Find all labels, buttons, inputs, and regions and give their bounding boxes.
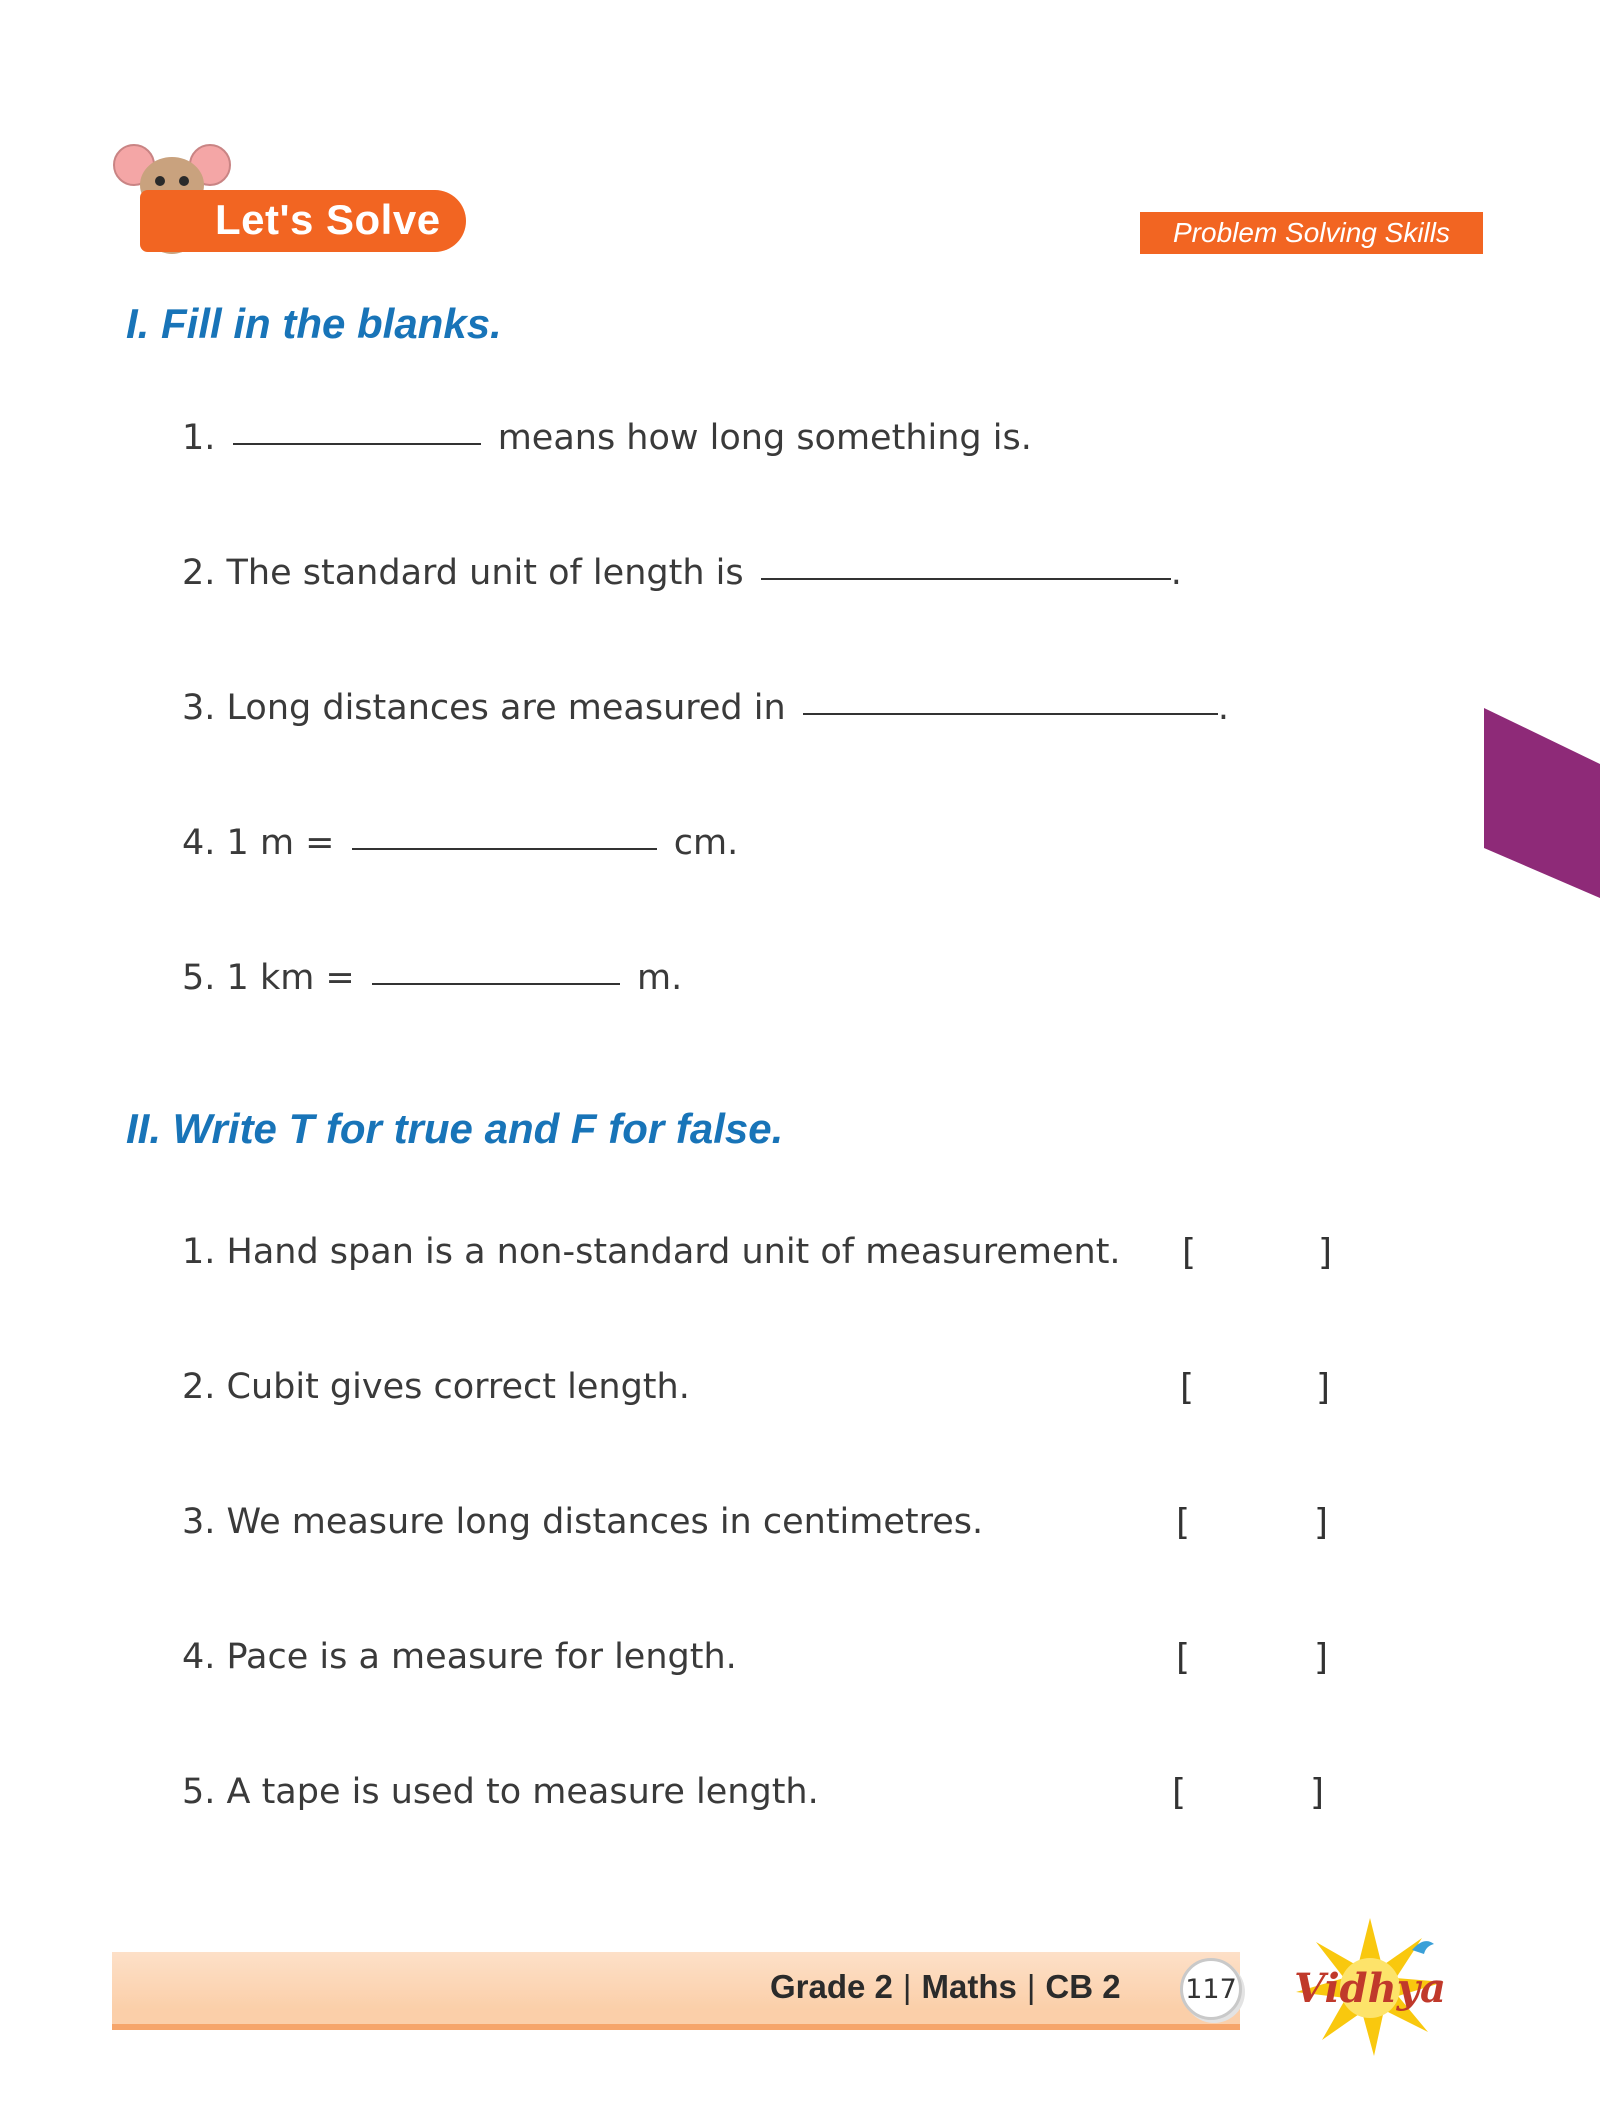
section2-title: II. Write T for true and F for false.	[126, 1105, 784, 1152]
question-number: 3.	[182, 688, 216, 728]
answer-blank[interactable]	[761, 577, 1171, 580]
answer-bracket-close[interactable]: ]	[1314, 1637, 1329, 1678]
answer-bracket-close[interactable]: ]	[1310, 1772, 1325, 1813]
footer-separator: |	[1026, 1968, 1036, 2005]
footer-info	[770, 1968, 1121, 2006]
answer-blank[interactable]	[352, 847, 657, 850]
question-text: 1 km =	[226, 958, 355, 998]
tf-question-5: 5. A tape is used to measure length.	[182, 1772, 819, 1812]
tf-question-1: 1. Hand span is a non-standard unit of measurement.	[182, 1232, 1121, 1272]
side-tab-marker	[1484, 708, 1600, 898]
footer-book: CB 2	[1045, 1968, 1121, 2005]
skill-tag	[1140, 212, 1483, 254]
answer-bracket-close[interactable]: ]	[1316, 1367, 1331, 1408]
question-text: 1 m =	[226, 823, 335, 863]
fill-question-3	[182, 688, 1229, 728]
answer-bracket-open[interactable]: [	[1176, 1502, 1191, 1543]
question-text: The standard unit of length is	[226, 553, 744, 593]
question-punct: .	[1170, 553, 1182, 593]
footer-separator: |	[902, 1968, 912, 2005]
answer-blank[interactable]	[233, 442, 481, 445]
question-text: Long distances are measured in	[226, 688, 786, 728]
answer-bracket-close[interactable]: ]	[1314, 1502, 1329, 1543]
page-number	[1180, 1958, 1242, 2020]
question-number: 2.	[182, 553, 216, 593]
question-number: 4.	[182, 823, 216, 863]
question-unit: m.	[637, 958, 683, 998]
answer-blank[interactable]	[372, 982, 620, 985]
question-punct: .	[1217, 688, 1229, 728]
answer-bracket-open[interactable]: [	[1176, 1637, 1191, 1678]
footer-subject: Maths	[921, 1968, 1017, 2005]
vidhya-logo-icon	[1262, 1910, 1484, 2060]
tf-question-3: 3. We measure long distances in centimetres.	[182, 1502, 984, 1542]
question-number: 5.	[182, 958, 216, 998]
footer-grade: Grade 2	[770, 1968, 893, 2005]
question-number: 1.	[182, 418, 216, 458]
skill-tag-label: Problem Solving Skills	[1173, 217, 1450, 248]
tf-question-2: 2. Cubit gives correct length.	[182, 1367, 690, 1407]
page-number-label: 117	[1185, 1973, 1237, 2005]
lets-solve-label: Let's Solve	[215, 196, 441, 243]
fill-question-2	[182, 553, 1182, 593]
answer-bracket-open[interactable]: [	[1172, 1772, 1187, 1813]
tf-question-4: 4. Pace is a measure for length.	[182, 1637, 737, 1677]
section1-title: I. Fill in the blanks.	[126, 300, 502, 347]
answer-bracket-close[interactable]: ]	[1318, 1232, 1333, 1273]
question-unit: cm.	[673, 823, 739, 863]
answer-bracket-open[interactable]: [	[1180, 1367, 1195, 1408]
fill-question-1	[182, 418, 1032, 458]
answer-blank[interactable]	[803, 712, 1218, 715]
question-text: means how long something is.	[497, 418, 1032, 458]
answer-bracket-open[interactable]: [	[1182, 1232, 1197, 1273]
svg-text:Vidhya: Vidhya	[1294, 1965, 1446, 2012]
fill-question-4	[182, 823, 738, 863]
fill-question-5	[182, 958, 682, 998]
